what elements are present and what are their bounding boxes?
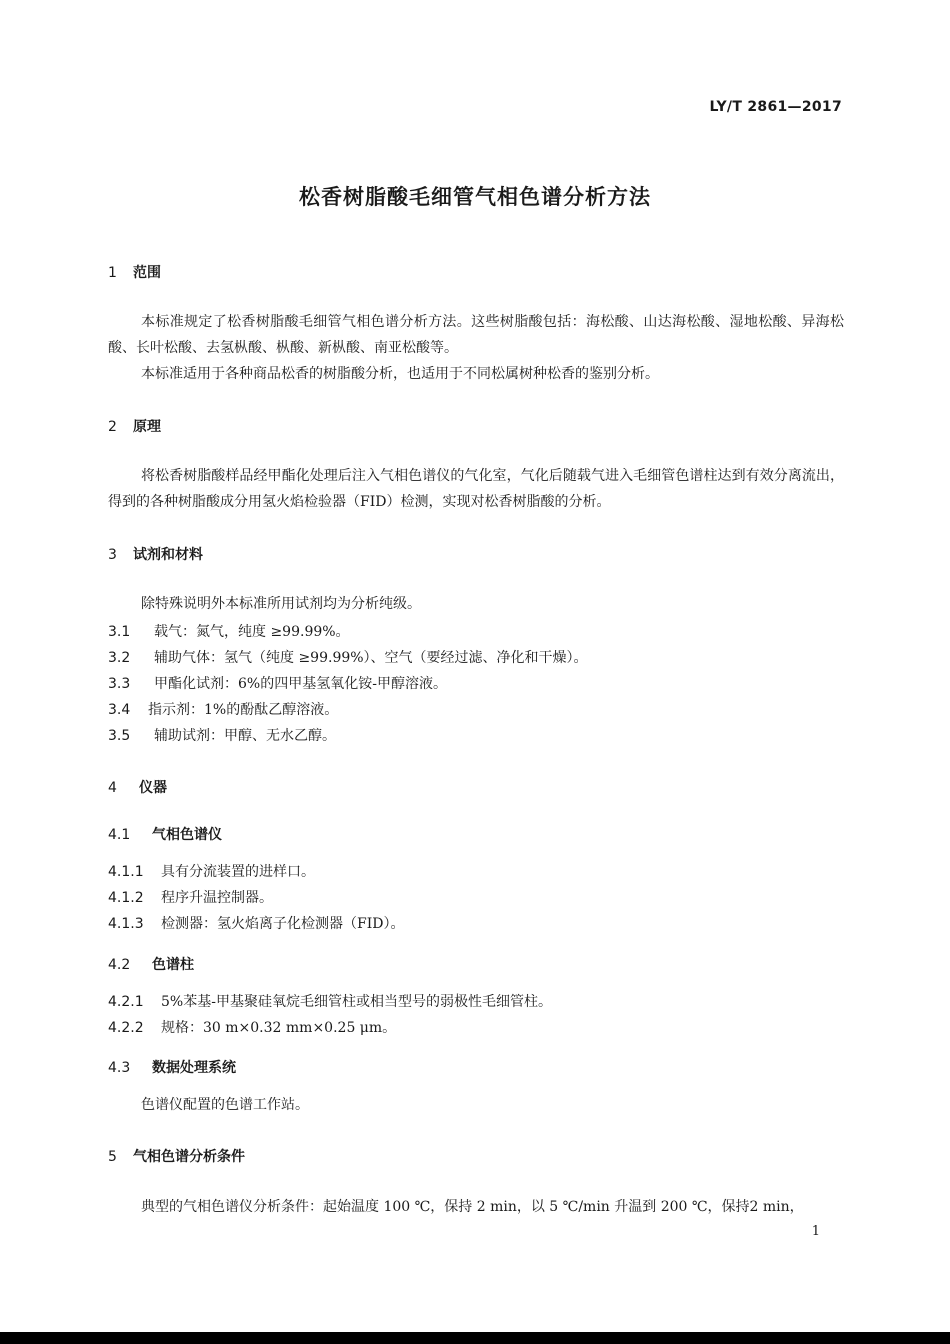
section-number: 4 <box>108 780 117 796</box>
list-item: 4.2.2 规格：30 m×0.32 mm×0.25 μm。 <box>108 1020 397 1036</box>
section-title: 气相色谱分析条件 <box>133 1149 245 1165</box>
subsection-4-1-heading: 4.1 气相色谱仪 <box>108 827 222 843</box>
section-1-paragraph-2: 本标准适用于各种商品松香的树脂酸分析，也适用于不同松属树种松香的鉴别分析。 <box>141 366 659 382</box>
subsection-4-3-paragraph: 色谱仪配置的色谱工作站。 <box>141 1097 309 1113</box>
section-2-heading <box>108 416 161 436</box>
section-2-paragraph-1: 将松香树脂酸样品经甲酯化处理后注入气相色谱仪的气化室，气化后随载气进入毛细管色谱柱达到有效分离流出，得到的各种树脂酸成分用氢火焰检验器（FID）检测，实现对松香树脂酸的分析。 <box>108 468 844 510</box>
section-number: 5 <box>108 1149 117 1165</box>
subsection-4-2-heading: 4.2 色谱柱 <box>108 957 194 973</box>
page-title: 松香树脂酸毛细管气相色谱分析方法 <box>299 185 651 209</box>
section-5-heading <box>108 1146 245 1166</box>
list-item: 3.1 载气：氮气，纯度 ≥99.99%。 <box>108 624 350 640</box>
section-number: 2 <box>108 419 117 435</box>
section-3-heading <box>108 544 203 564</box>
section-number: 3 <box>108 547 117 563</box>
list-item: 4.1.2 程序升温控制器。 <box>108 890 273 906</box>
list-item: 3.2 辅助气体：氢气（纯度 ≥99.99%）、空气（要经过滤、净化和干燥）。 <box>108 650 588 666</box>
section-5-paragraph-1: 典型的气相色谱仪分析条件：起始温度 100 ℃，保持 2 min，以 5 ℃/min 升温到 200 ℃，保持2 min， <box>141 1199 804 1215</box>
standard-code: LY/T 2861—2017 <box>709 99 842 115</box>
list-item: 3.3 甲酯化试剂：6%的四甲基氢氧化铵-甲醇溶液。 <box>108 676 447 692</box>
list-item: 4.2.1 5%苯基-甲基聚硅氧烷毛细管柱或相当型号的弱极性毛细管柱。 <box>108 994 552 1010</box>
list-item: 3.5 辅助试剂：甲醇、无水乙醇。 <box>108 728 336 744</box>
section-number: 1 <box>108 265 117 281</box>
section-1-heading <box>108 262 161 282</box>
section-title: 试剂和材料 <box>133 547 203 563</box>
subsection-4-3-heading: 4.3 数据处理系统 <box>108 1060 236 1076</box>
section-3-paragraph-1: 除特殊说明外本标准所用试剂均为分析纯级。 <box>141 596 421 612</box>
list-item: 4.1.1 具有分流装置的进样口。 <box>108 864 315 880</box>
list-item: 3.4 指示剂：1%的酚酞乙醇溶液。 <box>108 702 339 718</box>
page-bottom-edge <box>0 1332 950 1344</box>
section-title: 仪器 <box>139 780 167 796</box>
section-title: 范围 <box>133 265 161 281</box>
section-4-heading <box>108 777 167 797</box>
section-title: 原理 <box>133 419 161 435</box>
page-number: 1 <box>811 1224 820 1239</box>
section-1-paragraph-1: 本标准规定了松香树脂酸毛细管气相色谱分析方法。这些树脂酸包括：海松酸、山达海松酸、湿地松酸、异海松酸、长叶松酸、去氢枞酸、枞酸、新枞酸、南亚松酸等。 <box>108 314 844 356</box>
list-item: 4.1.3 检测器：氢火焰离子化检测器（FID）。 <box>108 916 405 932</box>
